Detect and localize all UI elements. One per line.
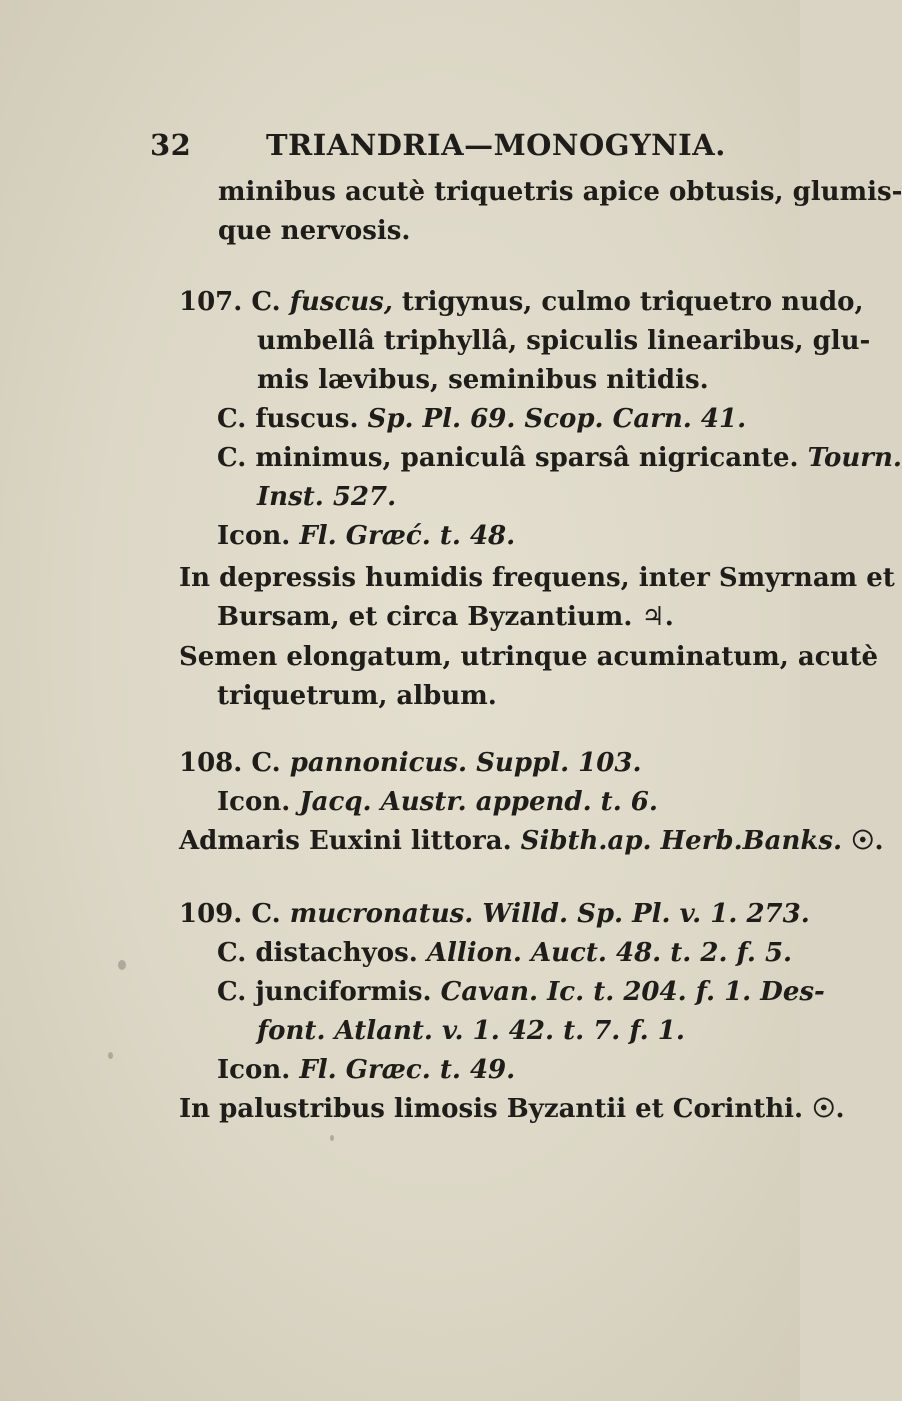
text-line: que nervosis. bbox=[218, 216, 411, 246]
habitat-line: In depressis humidis frequens, inter Smyrnam et bbox=[179, 563, 895, 593]
text-line: Inst. 527. bbox=[257, 482, 397, 512]
text-line: mis lævibus, seminibus nitidis. bbox=[257, 365, 709, 395]
icon-reference: Icon. Jacq. Austr. append. t. 6. bbox=[217, 787, 658, 817]
description-line: Semen elongatum, utrinque acuminatum, acutè bbox=[179, 642, 878, 672]
text-line: umbellâ triphyllâ, spiculis linearibus, glu- bbox=[257, 326, 871, 356]
paper-speck bbox=[330, 1135, 334, 1141]
page-header bbox=[150, 128, 726, 168]
icon-reference: Icon. Fl. Græć. t. 48. bbox=[217, 521, 516, 551]
synonym-line: C. junciformis. Cavan. Ic. t. 204. f. 1. Des- bbox=[217, 977, 825, 1007]
habitat-line: Admaris Euxini littora. Sibth.ap. Herb.Banks. ☉. bbox=[179, 826, 884, 856]
paper-speck bbox=[118, 960, 126, 970]
entry-109-heading: 109. C. mucronatus. Willd. Sp. Pl. v. 1. 273. bbox=[179, 899, 810, 929]
paper-speck bbox=[108, 1052, 113, 1059]
icon-reference: Icon. Fl. Græc. t. 49. bbox=[217, 1055, 516, 1085]
habitat-line: In palustribus limosis Byzantii et Corinthi. ☉. bbox=[179, 1094, 845, 1124]
entry-108-heading: 108. C. pannonicus. Suppl. 103. bbox=[179, 748, 642, 778]
running-head: TRIANDRIA—MONOGYNIA. bbox=[266, 128, 726, 162]
entry-107-heading: 107. C. fuscus, trigynus, culmo triquetro nudo, bbox=[179, 287, 864, 317]
synonym-line: C. distachyos. Allion. Auct. 48. t. 2. f. 5. bbox=[217, 938, 793, 968]
text-line: font. Atlant. v. 1. 42. t. 7. f. 1. bbox=[257, 1016, 685, 1046]
text-line: triquetrum, album. bbox=[217, 681, 497, 711]
page-number: 32 bbox=[150, 128, 192, 162]
text-line: minibus acutè triquetris apice obtusis, glumis- bbox=[218, 177, 902, 207]
synonym-line: C. minimus, paniculâ sparsâ nigricante. Tourn. bbox=[217, 443, 902, 473]
text-line: Bursam, et circa Byzantium. ♃. bbox=[217, 602, 674, 632]
synonym-line: C. fuscus. Sp. Pl. 69. Scop. Carn. 41. bbox=[217, 404, 747, 434]
